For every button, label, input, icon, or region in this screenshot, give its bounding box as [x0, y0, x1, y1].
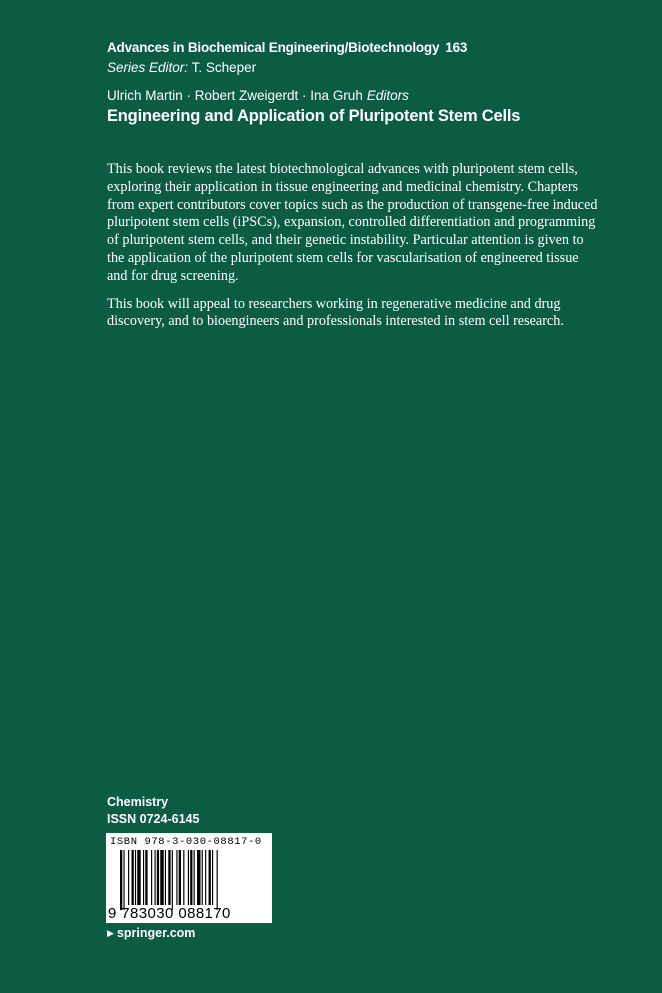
book-title: Engineering and Application of Pluripotent Stem Cells: [107, 107, 521, 125]
book-blurb: [107, 161, 602, 341]
series-volume: 163: [445, 40, 468, 55]
publisher-link-label: springer.com: [116, 926, 196, 940]
series-title: [107, 40, 467, 55]
blurb-paragraph-1: This book reviews the latest biotechnological advances with pluripotent stem cells, exploring their application in tissue engineering and medicinal chemistry. Chapters from expert contributors cover topics such as the production of transgene-free induced pluripotent stem cells (iPSCs), expansion, controlled differentiation and programming of pluripotent stem cells, and their genetic instability. Particular attention is given to the application of the pluripotent stem cells for vascularisation of engineered tissue and for drug screening.: [107, 161, 598, 284]
issn-number: ISSN 0724-6145: [107, 812, 200, 826]
isbn-text: ISBN 978-3-030-08817-0: [110, 836, 262, 848]
series-editor-label: Series Editor:: [107, 60, 189, 75]
author-names: Ulrich Martin · Robert Zweigerdt · Ina Gruh: [107, 88, 363, 103]
subject-category: Chemistry: [107, 795, 169, 809]
blurb-paragraph-2: This book will appeal to researchers working in regenerative medicine and drug discovery, and to bioengineers and professionals interested in stem cell research.: [107, 295, 564, 330]
publisher-link[interactable]: [107, 926, 195, 940]
isbn-barcode: [106, 833, 272, 923]
series-editor: [107, 60, 256, 75]
barcode-digits: 9 783030 088170: [108, 905, 231, 922]
author-role: Editors: [366, 88, 409, 103]
book-authors: [107, 88, 409, 103]
arrow-right-icon: ▶: [107, 928, 114, 938]
series-name: Advances in Biochemical Engineering/Biotechnology: [107, 40, 440, 55]
series-editor-name: T. Scheper: [191, 60, 257, 75]
